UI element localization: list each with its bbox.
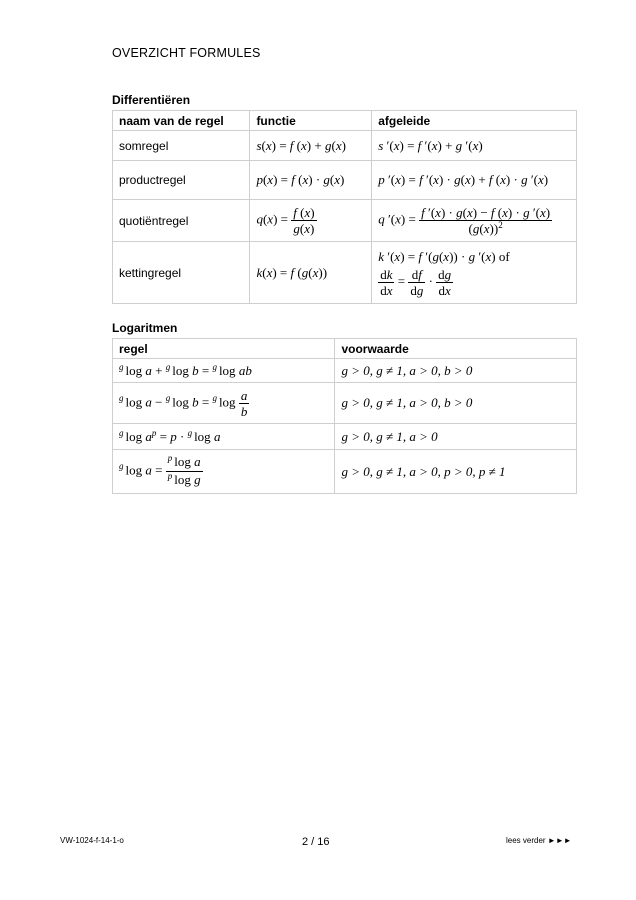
formula-derivative: p ′(x) = f ′(x) · g(x) + f (x) · g ′(x)	[372, 161, 577, 200]
header-rule: regel	[113, 339, 335, 359]
continue-text: lees verder ►►►	[506, 836, 572, 845]
table-row	[113, 200, 577, 242]
logarithm-table	[112, 338, 577, 494]
formula-function: q(x) = $\frac{f (x)}{g(x)}$	[250, 200, 372, 242]
header-derivative: afgeleide	[372, 111, 577, 131]
rule-name: quotiëntregel	[113, 200, 250, 242]
header-rule-name: naam van de regel	[113, 111, 250, 131]
header-condition: voorwaarde	[335, 339, 577, 359]
log-rule-formula: $^g$ log a + $^g$ log b = $^g$ log ab	[113, 359, 335, 383]
log-rule-formula: $^g$ log a = $\frac{^p \log a}{^p \log g}$	[113, 450, 335, 494]
formula-function: s(x) = f (x) + g(x)	[250, 131, 372, 161]
section-title-differentieren: Differentiëren	[112, 93, 191, 107]
formula-function: k(x) = f (g(x))	[250, 242, 372, 304]
log-rule-formula: $^g$ log a − $^g$ log b = $^g$ log $\frac{a}{b}$	[113, 383, 335, 424]
log-condition: g > 0, g ≠ 1, a > 0, p > 0, p ≠ 1	[335, 450, 577, 494]
table-row	[113, 450, 577, 494]
table-row	[113, 242, 577, 304]
log-rule-formula: $^g$ $\log a^p = p \cdot ^g$ log a	[113, 424, 335, 450]
connector-text: of	[498, 248, 510, 264]
rule-name: somregel	[113, 131, 250, 161]
rule-name: productregel	[113, 161, 250, 200]
formula-function: p(x) = f (x) · g(x)	[250, 161, 372, 200]
page-number: 2 / 16	[302, 836, 330, 848]
formula-derivative: q ′(x) = $\frac{f '(x) \cdot g(x) - f (x) \cdot g '(x)}{(g(x))^2}$	[372, 200, 577, 242]
table-row	[113, 131, 577, 161]
table-row	[113, 359, 577, 383]
log-condition: g > 0, g ≠ 1, a > 0, b > 0	[335, 383, 577, 424]
table-row	[113, 424, 577, 450]
page-title: OVERZICHT FORMULES	[112, 46, 261, 60]
formula-derivative: k ′(x) = f ′(g(x)) · g ′(x) of $\frac{dk}{dx}$ = $\frac{df}{dg}$ · $\frac{dg}{dx}$	[372, 242, 577, 304]
rule-name: kettingregel	[113, 242, 250, 304]
log-condition: g > 0, g ≠ 1, a > 0, b > 0	[335, 359, 577, 383]
table-row	[113, 383, 577, 424]
log-condition: g > 0, g ≠ 1, a > 0	[335, 424, 577, 450]
differentiation-table	[112, 110, 577, 304]
table-row	[113, 161, 577, 200]
section-title-logaritmen: Logaritmen	[112, 321, 178, 335]
formula-derivative: s ′(x) = f ′(x) + g ′(x)	[372, 131, 577, 161]
footer-code: VW-1024-f-14-1-o	[60, 836, 124, 845]
header-function: functie	[250, 111, 372, 131]
